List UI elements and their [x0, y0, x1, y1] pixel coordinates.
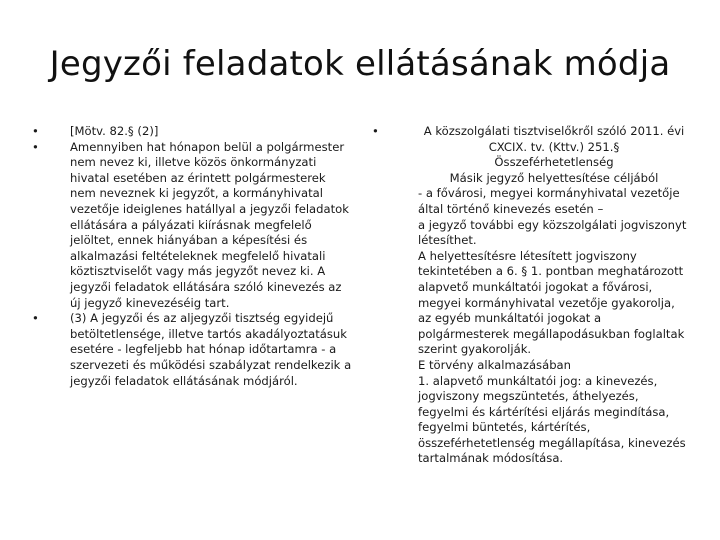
definition-intro: E törvény alkalmazásában	[418, 357, 572, 372]
slide-title: Jegyzői feladatok ellátásának módja	[49, 44, 671, 84]
list-item-text: [Mötv. 82.§ (2)]	[70, 124, 159, 138]
definition-paragraph: 1. alapvető munkáltatói jog: a kinevezés, jogviszony megszüntetés, áthelyezés, fegyelmi és kártérítési eljárás megindítása, fegyelmi büntetés, kártérítés, összeférhetetlenség megállapítása, kinevezés tartalmának módosítása.	[418, 373, 686, 466]
right-text-block	[418, 124, 690, 467]
left-column	[32, 124, 354, 389]
purpose-line: Másik jegyző helyettesítése céljából	[449, 170, 659, 185]
bullet-marker: •	[372, 124, 379, 138]
list-item	[32, 140, 354, 312]
right-bullet-list	[372, 124, 690, 467]
relationship-line: a jegyző további egy közszolgálati jogviszonyt létesíthet.	[418, 217, 687, 248]
list-item-text: Amennyiben hat hónapon belül a polgármester nem nevez ki, illetve közös önkormányzati hivatal esetében az érintett polgármesterek nem neveznek ki jegyzőt, a kormányhivatal vezetője ideiglenes hatállyal a jegyzői feladatok ellátására a pályázati kiírásnak megfelelő jelöltet, ennek hiányában a képesítési és alkalmazási feltételeknek megfelelő hivatali köztisztviselőt vagy más jegyzőt nevez ki. A jegyzői feladatok ellátására szóló kinevezés az új jegyző kinevezéséig tart.	[70, 139, 349, 310]
list-item	[372, 124, 690, 467]
list-item	[32, 124, 354, 140]
list-item-text: (3) A jegyzői és az aljegyzői tisztség egyidejű betöltetlensége, illetve tartós akadályoztatásuk esetére - legfeljebb hat hónap időtartamra - a szervezeti és működési szabályzat rendelkezik a jegyzői feladatok ellátásának módjáról.	[70, 311, 352, 388]
bullet-marker: •	[32, 311, 39, 326]
employer-rights-paragraph: A helyettesítésre létesített jogviszony tekintetében a 6. § 1. pontban meghatározott alapvető munkáltatói jogokat a fővárosi, megyei kormányhivatal vezetője gyakorolja, az egyéb munkáltatói jogokat a polgármesterek megállapodásukban foglaltak szerint gyakorolják.	[418, 248, 685, 357]
bullet-marker: •	[32, 139, 39, 154]
left-bullet-list	[32, 124, 354, 389]
list-item	[32, 311, 354, 389]
section-heading: Összeférhetetlenség	[494, 155, 614, 170]
right-column	[372, 124, 690, 467]
bullet-marker: •	[32, 124, 39, 138]
law-reference-line: A közszolgálati tisztviselőkről szóló 2011. évi CXCIX. tv. (Kttv.) 251.§	[423, 124, 685, 154]
appointment-line: - a fővárosi, megyei kormányhivatal vezetője által történő kinevezés esetén –	[418, 186, 680, 216]
